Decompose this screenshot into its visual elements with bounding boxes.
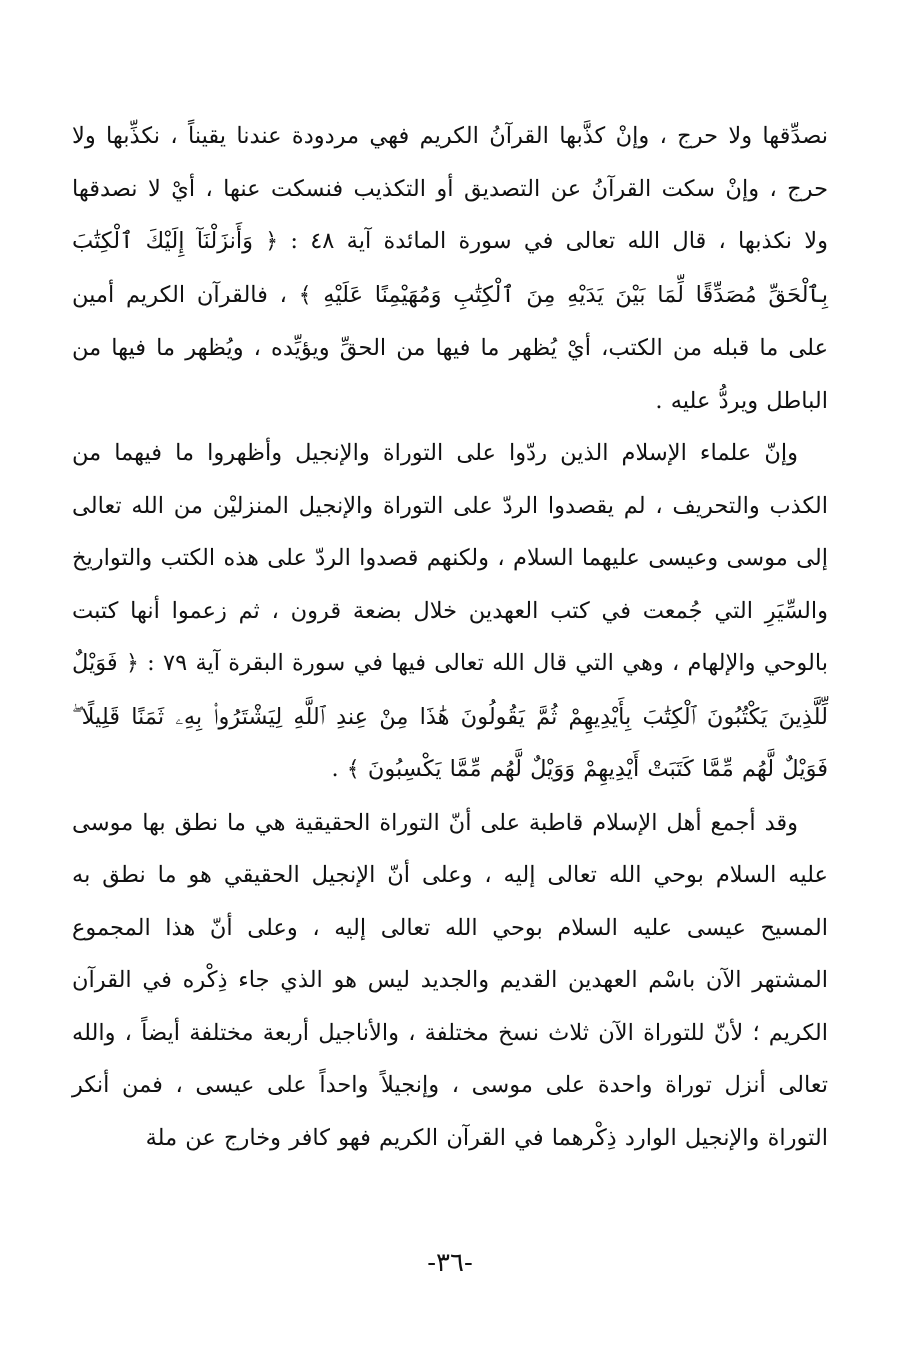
- paragraph-2-text-a: وإنّ علماء الإسلام الذين ردّوا على التوراة والإنجيل وأظهروا ما فيهما من الكذب والتحريف ، لم يقصدوا الردّ على التوراة والإنجيل المنزليْن من الله تعالى إلى موسى وعيسى عليهما السلام ، ولكنهم قصدوا الردّ على هذه الكتب والتواريخ والسِّيَرِ التي جُمعت في كتب العهدين خلال بضعة قرون ، ثم زعموا أنها كتبت بالوحي والإلهام ، وهي التي قال الله تعالى فيها في سورة البقرة آية ٧٩ :: [72, 440, 828, 676]
- paragraph-2: [72, 427, 828, 797]
- paragraph-1: [72, 110, 828, 427]
- paragraph-2-text-b: .: [331, 756, 339, 782]
- paragraph-1-text-a: نصدِّقها ولا حرج ، وإنْ كذَّبها القرآنُ الكريم فهي مردودة عندنا يقيناً ، نكذِّبها ولا حرج ، وإنْ سكت القرآنُ عن التصديق أو التكذيب فنسكت عنها ، أيْ لا نصدقها ولا نكذبها ، قال الله تعالى في سورة المائدة آية ٤٨ :: [72, 123, 828, 254]
- body-text: [72, 110, 828, 1164]
- page-number: -٣٦-: [427, 1248, 473, 1278]
- quran-verse-baqarah-79: فَوَيْلٌ لِّلَّذِينَ يَكْتُبُونَ ٱلْكِتَٰبَ بِأَيْدِيهِمْ ثُمَّ يَقُولُونَ هَٰذَا مِنْ عِندِ ٱللَّهِ لِيَشْتَرُوا۟ بِهِۦ ثَمَنًا قَلِيلًا ۖ فَوَيْلٌ لَّهُم مِّمَّا كَتَبَتْ أَيْدِيهِمْ وَوَيْلٌ لَّهُم مِّمَّا يَكْسِبُونَ: [72, 650, 828, 782]
- ornate-bracket-close: ﴾: [298, 282, 312, 308]
- paragraph-3: وقد أجمع أهل الإسلام قاطبة على أنّ التوراة الحقيقية هي ما نطق بها موسى عليه السلام بوحي الله تعالى إليه ، وعلى أنّ الإنجيل الحقيقي هو ما نطق به المسيح عيسى عليه السلام بوحي الله تعالى إليه ، وعلى أنّ هذا المجموع المشتهر الآن باسْم العهدين القديم والجديد ليس هو الذي جاء ذِكْره في القرآن الكريم ؛ لأنّ للتوراة الآن ثلاث نسخ مختلفة ، والأناجيل أربعة مختلفة أيضاً ، والله تعالى أنزل توراة واحدة على موسى ، وإنجيلاً واحداً على عيسى ، فمن أنكر التوراة والإنجيل الوارد ذِكْرهما في القرآن الكريم فهو كافر وخارج عن ملة: [72, 809, 828, 1151]
- ornate-bracket-open: ﴿: [265, 229, 279, 254]
- quran-verse-maidah-48: وَأَنزَلْنَآ إِلَيْكَ ٱلْكِتَٰبَ بِٱلْحَقِّ مُصَدِّقًا لِّمَا بَيْنَ يَدَيْهِ مِنَ ٱلْكِتَٰبِ وَمُهَيْمِنًا عَلَيْهِ: [72, 228, 828, 308]
- ornate-bracket-close: ﴾: [346, 757, 360, 782]
- ornate-bracket-open: ﴿: [125, 651, 139, 676]
- paragraph-1-text-b: ، فالقرآن الكريم أمين على ما قبله من الكتب، أيْ يُظهر ما فيها من الحقِّ ويؤيِّده ، ويُظهر ما فيها من الباطل ويردُّ عليه .: [72, 281, 828, 414]
